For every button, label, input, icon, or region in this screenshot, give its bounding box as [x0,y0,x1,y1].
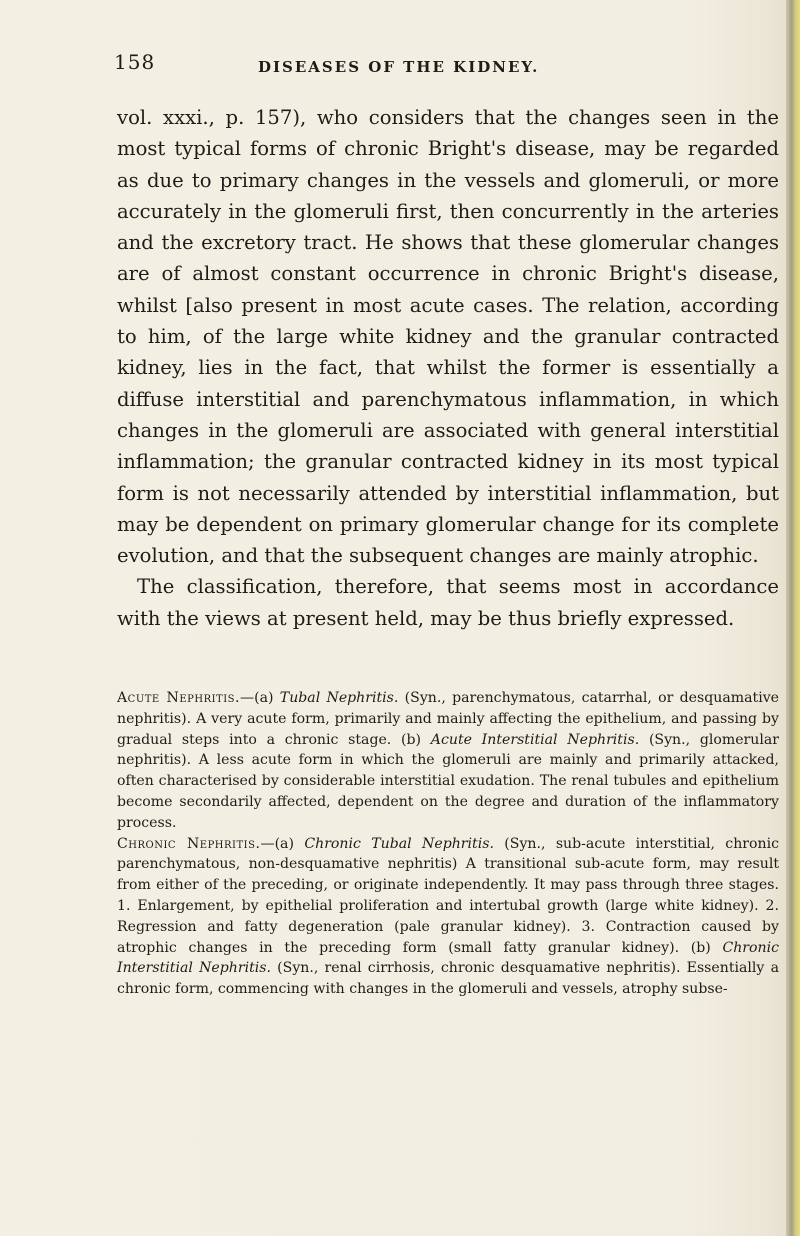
entry-title: Tubal Nephritis. [279,690,399,706]
entry-title: Acute Interstitial Nephritis. [430,731,640,748]
entry-title: Chronic Tubal Nephritis. [304,835,494,852]
entry-text: (Syn., parenchymatous, catarrhal, or desquamative nephritis). A very acute form, primarily and mainly affecting the epithelium, and passing by gradual steps into a chronic stage. [117,690,779,748]
entry-label: —(a) [260,835,305,852]
chronic-nephritis-entry [117,834,779,1000]
entry-heading: Chronic Nephritis. [117,835,261,852]
entry-label: —(a) [240,690,280,706]
entry-label: (b) [391,731,431,748]
paragraph: The classification, therefore, that seems most in accordance with the views at present held, may be thus briefly expressed. [117,575,779,630]
entry-text: (Syn., renal cirrhosis, chronic desquamative nephritis). Essentially a chronic form, commencing with changes in the glomeruli and vessels, atrophy subse- [117,960,779,998]
page-title: DISEASES OF THE KIDNEY. [258,58,540,76]
running-head [0,50,800,82]
acute-nephritis-entry [117,688,779,834]
main-text [117,102,779,634]
page-edge [786,0,800,1236]
entry-text: (Syn., sub-acute interstitial, chronic parenchymatous, non-desquamative nephritis) A transitional sub-acute form, may result from either of the preceding, or originate independently. It may pass through three stages. 1. Enlargement, by epithelial proliferation and intertubal growth (large white kidney). 2. Regression and fatty degeneration (pale granular kidney). 3. Contraction caused by atrophic changes in the preceding form (small fatty granular kidney). [117,835,779,956]
entry-title: Chronic Interstitial Nephritis. [117,939,779,977]
page-number: 158 [114,50,156,74]
classification-notes [117,688,779,1000]
paragraph: vol. xxxi., p. 157), who considers that the changes seen in the most typical forms of chronic Bright's disease, may be regarded as due to primary changes in the vessels and glomeruli, or more accurately in the glomeruli first, then concurrently in the arteries and the excretory tract. He shows that these glomerular changes are of almost constant occurrence in chronic Bright's disease, whilst [also present in most acute cases. The relation, according to him, of the large white kidney and the granular contracted kidney, lies in the fact, that whilst the former is essentially a diffuse interstitial and parenchymatous inflammation, in which changes in the glomeruli are associated with general interstitial inflammation; the granular contracted kidney in its most typical form is not necessarily attended by interstitial inflammation, but may be dependent on primary glomerular change for its complete evolution, and that the subsequent changes are mainly atrophic. [117,106,779,568]
entry-text: (Syn., glomerular nephritis). A less acute form in which the glomeruli are mainly and primarily attacked, often characterised by considerable interstitial exudation. The renal tubules and epithelium become secondarily affected, dependent on the degree and duration of the inflammatory process. [117,731,780,831]
entry-heading: Acute Nephritis. [117,690,241,706]
entry-label: (b) [679,939,723,956]
